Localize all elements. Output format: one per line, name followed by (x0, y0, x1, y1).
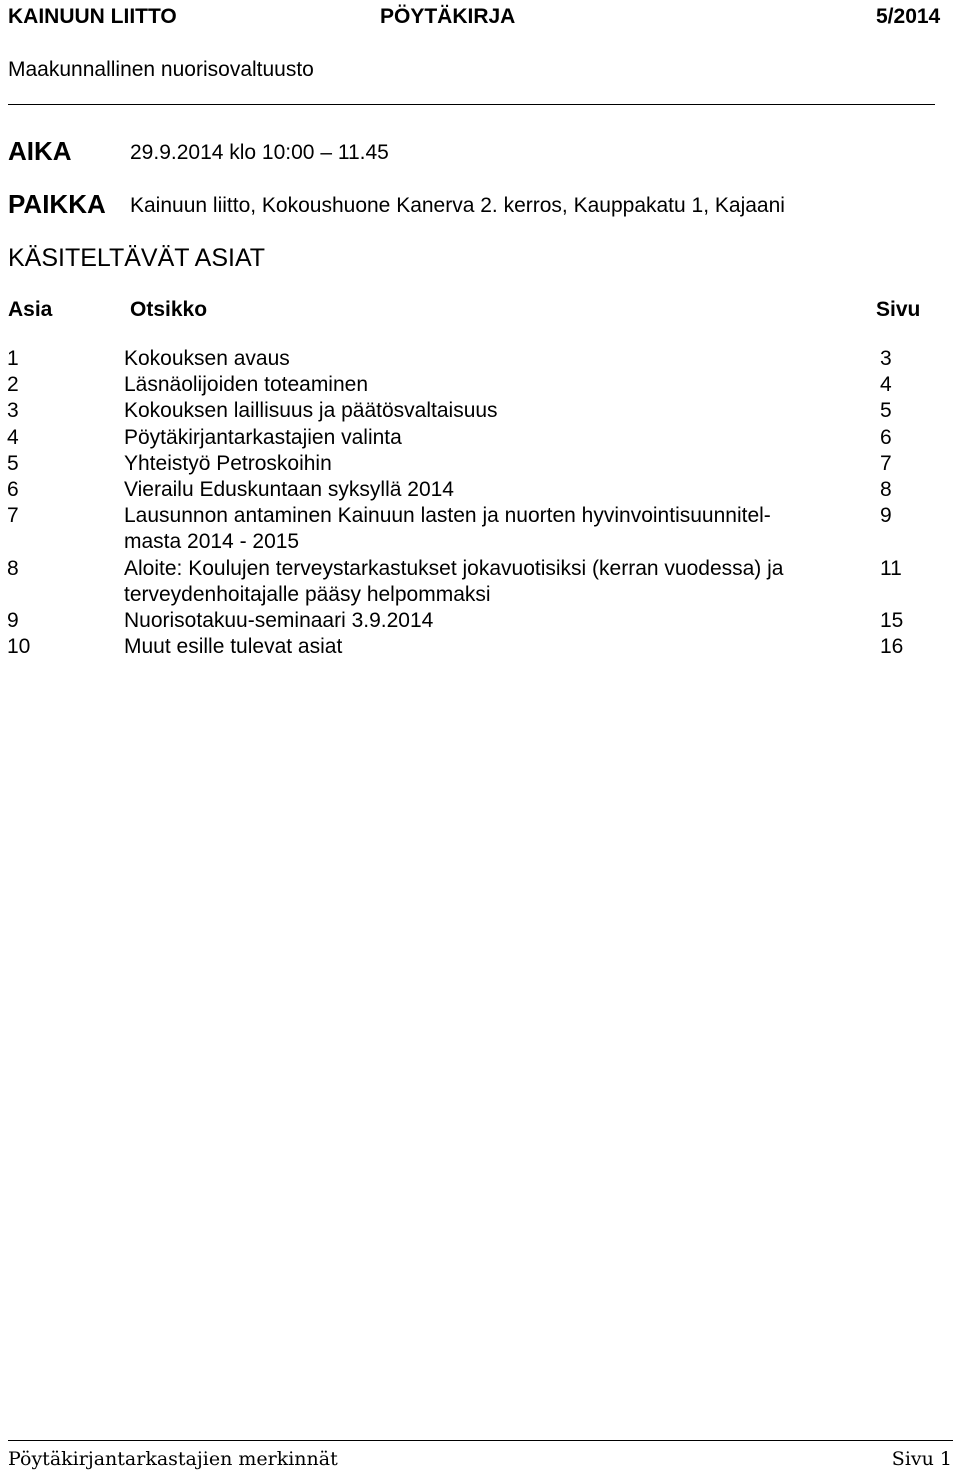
header-divider (8, 104, 935, 105)
agenda-item-title-line: Aloite: Koulujen terveystarkastukset jokavuotisiksi (kerran vuodessa) ja (124, 556, 784, 580)
agenda-item-title-line: Kokouksen laillisuus ja päätösvaltaisuus (124, 399, 498, 423)
footer-divider (8, 1440, 953, 1441)
agenda-item-title-line: Pöytäkirjantarkastajien valinta (124, 425, 402, 449)
agenda-item-title (124, 634, 849, 660)
agenda-item-page: 9 (880, 504, 892, 528)
agenda-item-number: 2 (7, 373, 19, 397)
place-label: PAIKKA (8, 189, 106, 219)
agenda-item (0, 608, 960, 634)
agenda-item (0, 503, 960, 555)
agenda-item-page: 11 (880, 556, 902, 580)
agenda-item-number: 6 (7, 478, 19, 502)
body-name: Maakunnallinen nuorisovaltuusto (8, 58, 314, 81)
agenda-item-page: 3 (880, 347, 892, 370)
agenda-item (0, 372, 960, 398)
place-value: Kainuun liitto, Kokoushuone Kanerva 2. kerros, Kauppakatu 1, Kajaani (130, 194, 785, 217)
agenda-item-title (124, 556, 849, 608)
agenda-item-page: 15 (880, 609, 904, 633)
footer-page-number: Sivu 1 (891, 1448, 952, 1470)
column-header-item: Asia (8, 298, 53, 321)
agenda-item-number: 5 (7, 451, 19, 475)
agenda-item (0, 556, 960, 608)
agenda-item-title-line: Läsnäolijoiden toteaminen (124, 373, 369, 397)
agenda-item-number: 4 (7, 425, 19, 449)
agenda-item-title-line: terveydenhoitajalle pääsy helpommaksi (124, 582, 491, 606)
time-label: AIKA (8, 136, 72, 166)
agenda-item-title-line: Muut esille tulevat asiat (124, 635, 343, 659)
agenda-item-title-line: Vierailu Eduskuntaan syksyllä 2014 (124, 478, 454, 502)
agenda-item-title-line: Yhteistyö Petroskoihin (124, 451, 332, 475)
document-number: 5/2014 (876, 5, 941, 28)
column-header-page: Sivu (876, 298, 921, 321)
agenda-item-title (124, 398, 849, 424)
agenda-item-page: 7 (880, 451, 892, 475)
agenda-item-number: 10 (7, 635, 31, 659)
agenda-item-page: 5 (880, 399, 892, 423)
agenda-item-page: 4 (880, 373, 892, 397)
agenda-item-title (124, 608, 849, 634)
agenda-item-number: 7 (7, 504, 19, 528)
agenda-item-title (124, 451, 849, 477)
agenda-item-number: 9 (7, 609, 19, 633)
agenda-item-number: 1 (7, 347, 19, 370)
agenda-item-title (124, 372, 849, 398)
agenda-item-title (124, 503, 849, 555)
time-value: 29.9.2014 klo 10:00 – 11.45 (130, 141, 389, 164)
agenda-item-page: 16 (880, 635, 904, 659)
organization-name: KAINUUN LIITTO (8, 5, 177, 28)
agenda-item (0, 634, 960, 660)
agenda-item (0, 425, 960, 451)
column-header-title: Otsikko (130, 298, 208, 321)
section-title: KÄSITELTÄVÄT ASIAT (8, 244, 266, 272)
document-type: PÖYTÄKIRJA (380, 5, 516, 28)
agenda-item-page: 8 (880, 478, 892, 502)
agenda-item-number: 8 (7, 556, 19, 580)
agenda-item-page: 6 (880, 425, 892, 449)
agenda-item-title (124, 425, 849, 451)
agenda-item-title-line: Kokouksen avaus (124, 347, 290, 370)
agenda-item (0, 451, 960, 477)
agenda-item-number: 3 (7, 399, 19, 423)
agenda-item-title-line: masta 2014 - 2015 (124, 530, 300, 554)
agenda-item-title-line: Nuorisotakuu-seminaari 3.9.2014 (124, 609, 434, 633)
footer-signatures-label: Pöytäkirjantarkastajien merkinnät (8, 1448, 338, 1470)
agenda-item (0, 477, 960, 503)
agenda-list (0, 346, 960, 660)
agenda-item (0, 346, 960, 372)
agenda-item-title-line: Lausunnon antaminen Kainuun lasten ja nuorten hyvinvointisuunnitel- (124, 504, 771, 528)
agenda-item-title (124, 477, 849, 503)
agenda-item (0, 398, 960, 424)
agenda-item-title (124, 346, 849, 372)
